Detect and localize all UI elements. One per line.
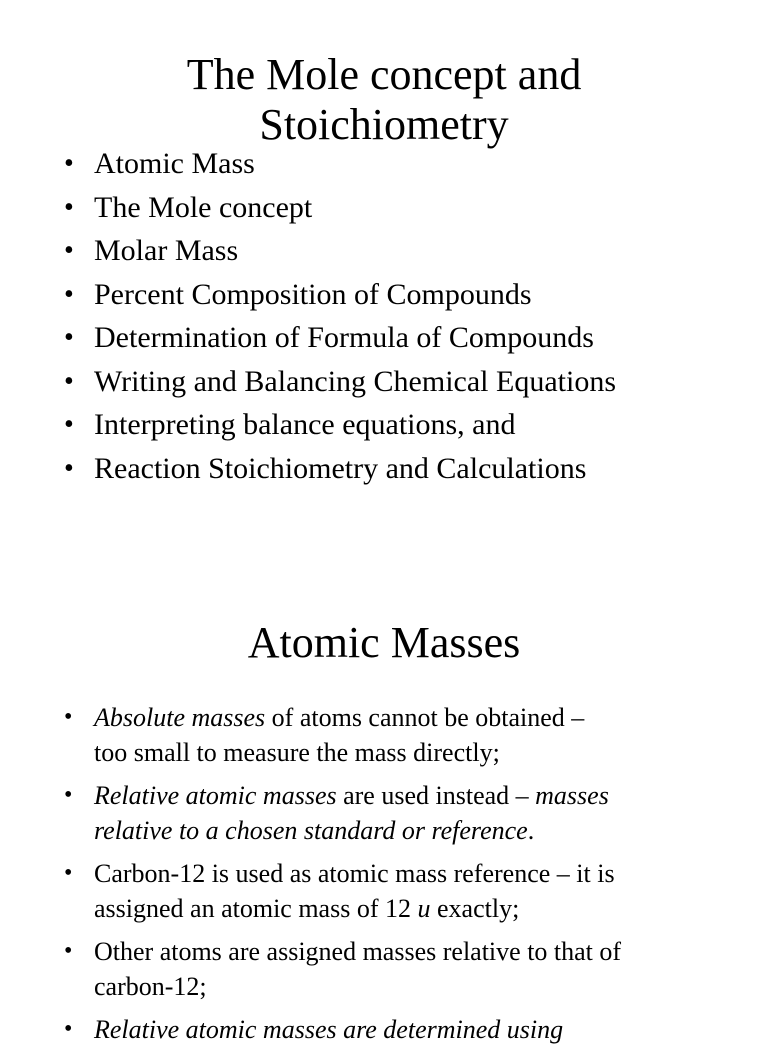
bullet-text: . <box>527 816 535 845</box>
list-item <box>0 447 768 491</box>
list-item <box>0 142 768 186</box>
list-item <box>0 360 768 404</box>
bullet-text: exactly; <box>430 894 520 923</box>
bullet-text: Determination of Formula of Compounds <box>94 321 594 354</box>
bullet-line <box>94 813 718 848</box>
bullet-icon: • <box>64 191 74 223</box>
bullet-icon: • <box>64 938 73 964</box>
bullet-line: too small to measure the mass directly; <box>94 738 500 767</box>
bullet-icon: • <box>64 235 74 266</box>
bullet-icon: • <box>64 1016 73 1042</box>
bullet-text: Atomic Mass <box>94 147 255 180</box>
bullet-icon: • <box>64 452 74 484</box>
bullet-line: Other atoms are assigned masses relative to that of <box>94 937 622 966</box>
bullet-text: of atoms cannot be obtained – <box>265 703 585 732</box>
list-item <box>0 186 768 230</box>
italic-term: Absolute masses <box>94 703 266 732</box>
list-item <box>0 403 768 447</box>
slide-2 <box>0 600 768 1044</box>
list-item <box>0 316 768 360</box>
bullet-line <box>94 778 718 813</box>
italic-term: relative to a chosen standard or reference <box>94 816 528 845</box>
bullet-line <box>94 891 718 926</box>
bullet-text: assigned an atomic mass of 12 <box>94 894 418 923</box>
list-item <box>0 229 768 273</box>
bullet-text: The Mole concept <box>94 190 313 224</box>
bullet-text: Molar Mass <box>94 234 239 267</box>
unit-symbol: u <box>417 894 431 923</box>
bullet-text: Percent Composition of Compounds <box>94 277 532 311</box>
italic-term: Relative atomic masses <box>94 781 337 810</box>
title-line-1: The Mole concept and <box>186 50 582 99</box>
bullet-line: Relative atomic masses are determined using <box>94 1015 564 1044</box>
slide-1-title <box>0 50 768 150</box>
bullet-line <box>94 700 718 735</box>
bullet-icon: • <box>64 782 73 808</box>
slide-2-title: Atomic Masses <box>247 618 521 667</box>
bullet-text: Writing and Balancing Chemical Equations <box>94 364 616 398</box>
bullet-icon: • <box>64 860 73 886</box>
list-item <box>0 934 768 1004</box>
title-line-2: Stoichiometry <box>259 100 509 149</box>
list-item <box>0 1012 768 1047</box>
bullet-icon: • <box>64 409 74 440</box>
bullet-text: are used instead – <box>336 781 536 810</box>
slide-1-bullet-list <box>0 142 768 490</box>
slide-1 <box>0 0 768 520</box>
list-item <box>0 700 768 770</box>
bullet-icon: • <box>64 365 74 397</box>
bullet-icon: • <box>64 704 73 730</box>
bullet-icon: • <box>64 322 74 353</box>
bullet-icon: • <box>64 148 74 179</box>
bullet-line: Carbon-12 is used as atomic mass reference – it is <box>94 859 615 888</box>
list-item <box>0 273 768 317</box>
bullet-text: Reaction Stoichiometry and Calculations <box>94 451 587 485</box>
italic-term: masses <box>535 781 609 810</box>
list-item <box>0 778 768 848</box>
bullet-icon: • <box>64 278 74 310</box>
bullet-text: Interpreting balance equations, and <box>94 408 516 441</box>
slide-2-bullet-list <box>0 700 768 1055</box>
bullet-line: carbon-12; <box>94 972 207 1001</box>
list-item <box>0 856 768 926</box>
